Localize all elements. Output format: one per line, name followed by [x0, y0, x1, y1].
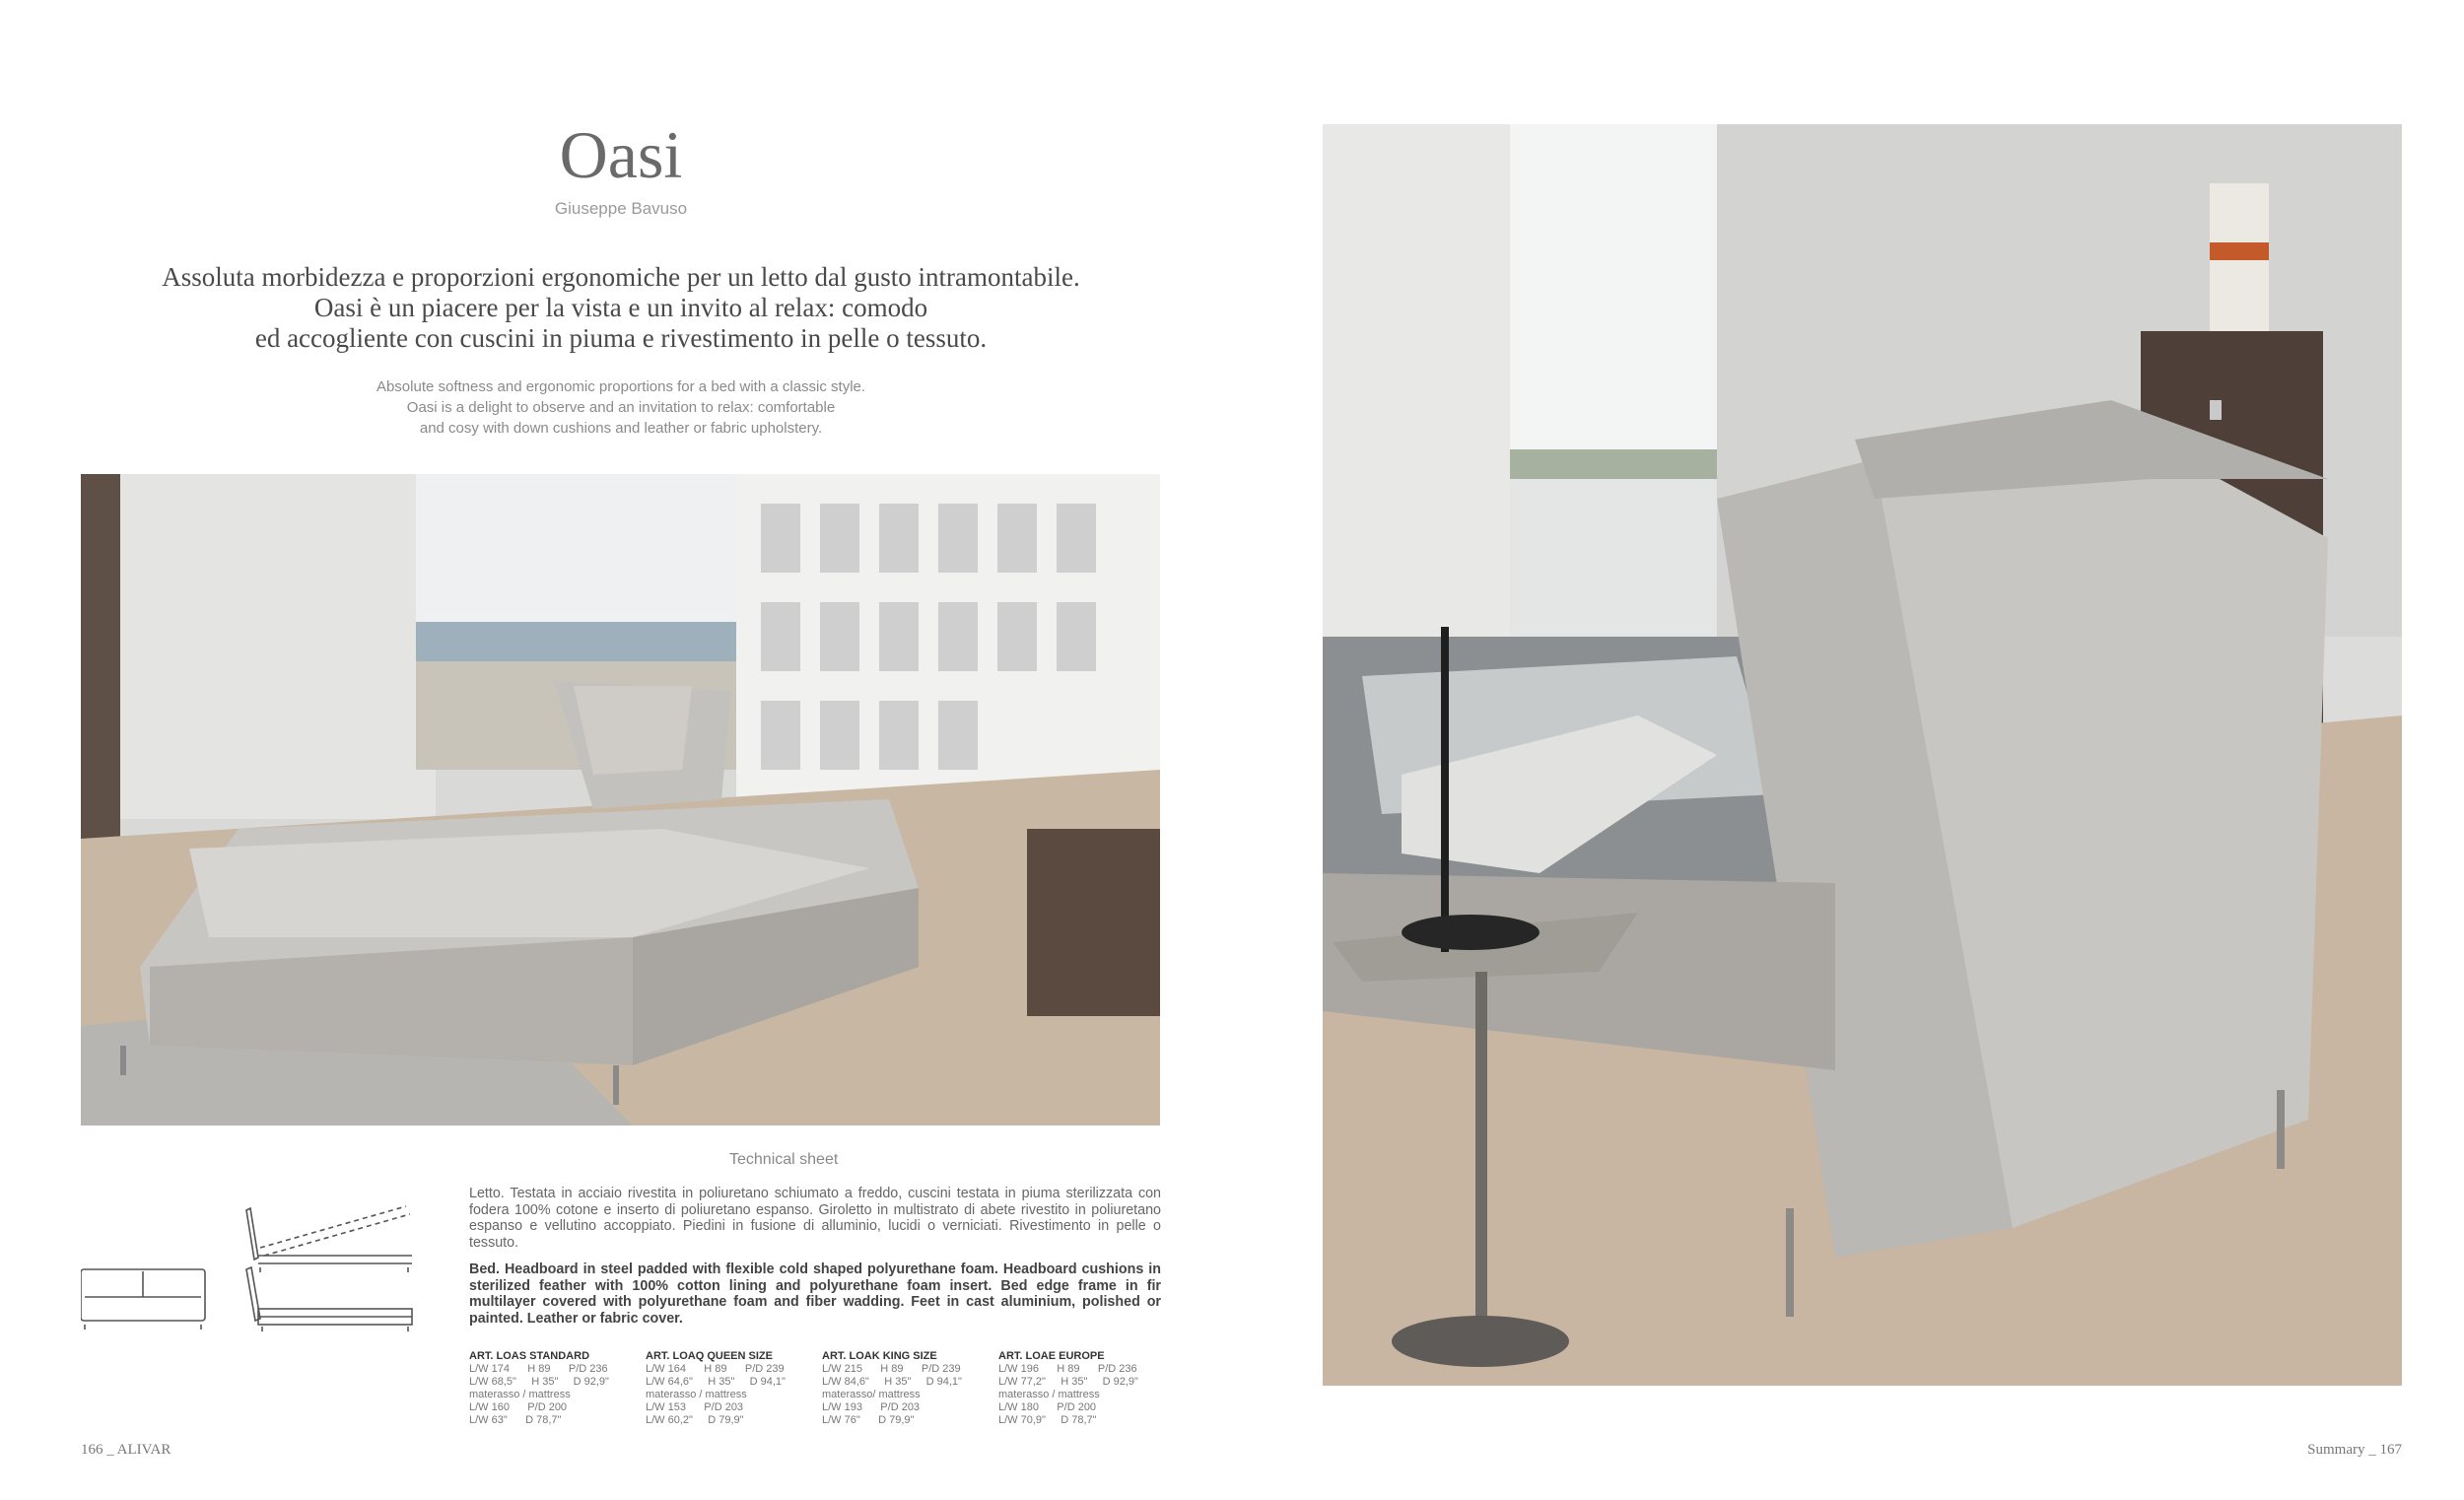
spec-row: L/W 193 P/D 203	[822, 1401, 921, 1413]
spec-row: L/W 180 P/D 200	[998, 1401, 1097, 1413]
intro-it-line: Assoluta morbidezza e proporzioni ergonomiche per un letto dal gusto intramontabile.	[162, 262, 1080, 292]
spec-block	[822, 1350, 962, 1427]
page-number-right: Summary _ 167	[2307, 1442, 2402, 1458]
intro-english	[79, 376, 1163, 439]
technical-description-italian: Letto. Testata in acciaio rivestita in poliuretano schiumato a freddo, cuscini testata in piuma sterilizzata con fodera 100% cotone e inserto di poliuretano espanso. Giroletto in multistrato di abete rivestito in poliuretano espanso e vellutino accoppiato. Piedini in fusione di alluminio, lucidi o verniciati. Rivestimento in pelle o tessuto.	[469, 1186, 1161, 1251]
designer-name: Giuseppe Bavuso	[554, 199, 688, 218]
technical-description-english: Bed. Headboard in steel padded with flexible cold shaped polyurethane foam. Headboard cushions in sterilized feather with 100% cotton lining and polyurethane foam insert. Bed edge frame in fir multilayer covered with polyurethane foam and fiber wadding. Feet in cast aluminium, polished or painted. Leather or fabric cover.	[469, 1261, 1161, 1327]
spec-row: L/W 174 H 89 P/D 236	[469, 1363, 608, 1375]
intro-en-line: Oasi is a delight to observe and an invitation to relax: comfortable	[406, 399, 836, 416]
intro-en-line: Absolute softness and ergonomic proportions for a bed with a classic style.	[376, 378, 866, 395]
spec-row: L/W 215 H 89 P/D 239	[822, 1363, 961, 1375]
spec-row: L/W 76" D 79,9"	[822, 1414, 915, 1426]
spec-row: L/W 160 P/D 200	[469, 1401, 568, 1413]
technical-sheet-label: Technical sheet	[729, 1151, 839, 1168]
spec-row: L/W 68,5" H 35" D 92,9"	[469, 1376, 609, 1388]
page-title: Oasi	[559, 117, 683, 192]
intro-en-line: and cosy with down cushions and leather or fabric upholstery.	[419, 420, 823, 437]
spec-row: L/W 60,2" D 79,9"	[646, 1414, 744, 1426]
spec-row: materasso / mattress	[469, 1389, 571, 1400]
spec-block	[469, 1350, 609, 1427]
spec-row: L/W 64,6" H 35" D 94,1"	[646, 1376, 786, 1388]
spec-block	[998, 1350, 1138, 1427]
technical-drawings	[81, 1198, 416, 1336]
spec-row: L/W 153 P/D 203	[646, 1401, 744, 1413]
spec-row: L/W 84,6" H 35" D 94,1"	[822, 1376, 962, 1388]
bed-photo-back	[1323, 124, 2402, 1386]
spec-row: materasso / mattress	[646, 1389, 747, 1400]
intro-italian	[79, 262, 1163, 354]
spec-title: ART. LOAK KING SIZE	[822, 1350, 937, 1362]
spec-row: materasso/ mattress	[822, 1389, 921, 1400]
spec-row: L/W 77,2" H 35" D 92,9"	[998, 1376, 1138, 1388]
spec-title: ART. LOAE EUROPE	[998, 1350, 1105, 1362]
spec-row: L/W 63" D 78,7"	[469, 1414, 562, 1426]
spec-block	[646, 1350, 786, 1427]
intro-it-line: ed accogliente con cuscini in piuma e rivestimento in pelle o tessuto.	[254, 323, 988, 353]
spec-row: L/W 70,9" D 78,7"	[998, 1414, 1097, 1426]
spec-row: L/W 196 H 89 P/D 236	[998, 1363, 1137, 1375]
spec-row: L/W 164 H 89 P/D 239	[646, 1363, 785, 1375]
spec-title: ART. LOAS STANDARD	[469, 1350, 590, 1362]
spec-row: materasso / mattress	[998, 1389, 1100, 1400]
page-number-left: 166 _ ALIVAR	[81, 1442, 171, 1458]
intro-it-line: Oasi è un piacere per la vista e un invito al relax: comodo	[313, 293, 928, 322]
spec-title: ART. LOAQ QUEEN SIZE	[646, 1350, 773, 1362]
bed-photo-front	[81, 474, 1160, 1125]
